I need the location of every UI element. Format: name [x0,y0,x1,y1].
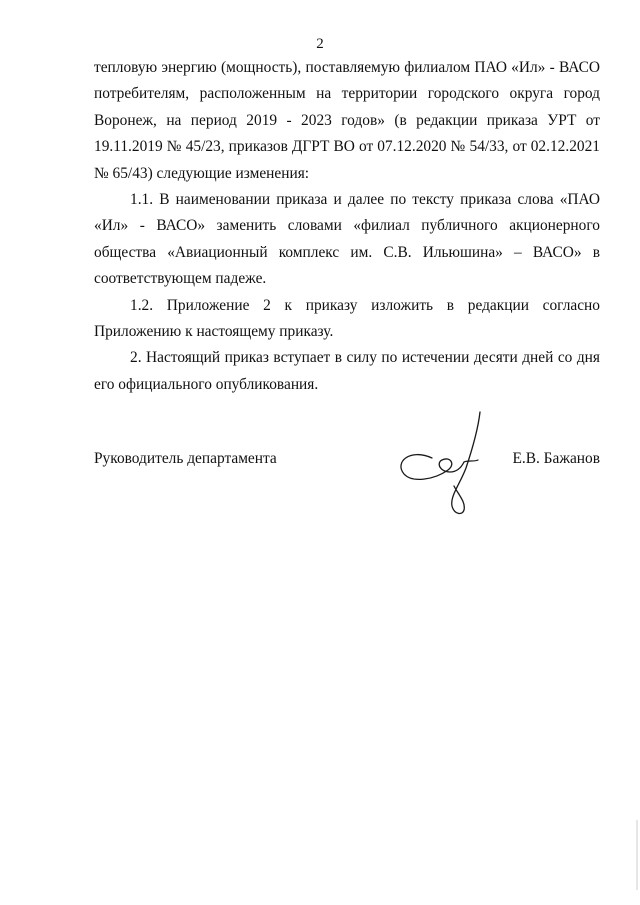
page-number: 2 [316,36,324,52]
signatory-role: Руководитель департамента [94,450,277,467]
paragraph-item-1-1: 1.1. В наименовании приказа и далее по тексту приказа слова «ПАО «Ил» - ВАСО» заменить словами «филиал публичного акционерного общества «Авиационный комплекс им. С.В. Ильюшина» – ВАСО» в соответствующем падеже. [94,191,600,288]
signatory-name: Е.В. Бажанов [512,450,600,467]
paragraph-item-2: 2. Настоящий приказ вступает в силу по истечении десяти дней со дня его официального опубликования. [94,349,600,393]
document-body [94,55,600,398]
signature-block [94,440,600,530]
handwritten-signature [392,410,502,520]
scan-edge-mark [636,820,638,890]
paragraph-changes-intro: тепловую энергию (мощность), поставляемую филиалом ПАО «Ил» - ВАСО потребителям, расположенным на территории городского округа город Воронеж, на период 2019 - 2023 годов» (в редакции приказа УРТ от 19.11.2019 № 45/23, приказов ДГРТ ВО от 07.12.2020 № 54/33, от 02.12.2021 № 65/43) следующие изменения: [94,59,600,182]
paragraph-item-1-2: 1.2. Приложение 2 к приказу изложить в редакции согласно Приложению к настоящему приказу. [94,296,600,341]
